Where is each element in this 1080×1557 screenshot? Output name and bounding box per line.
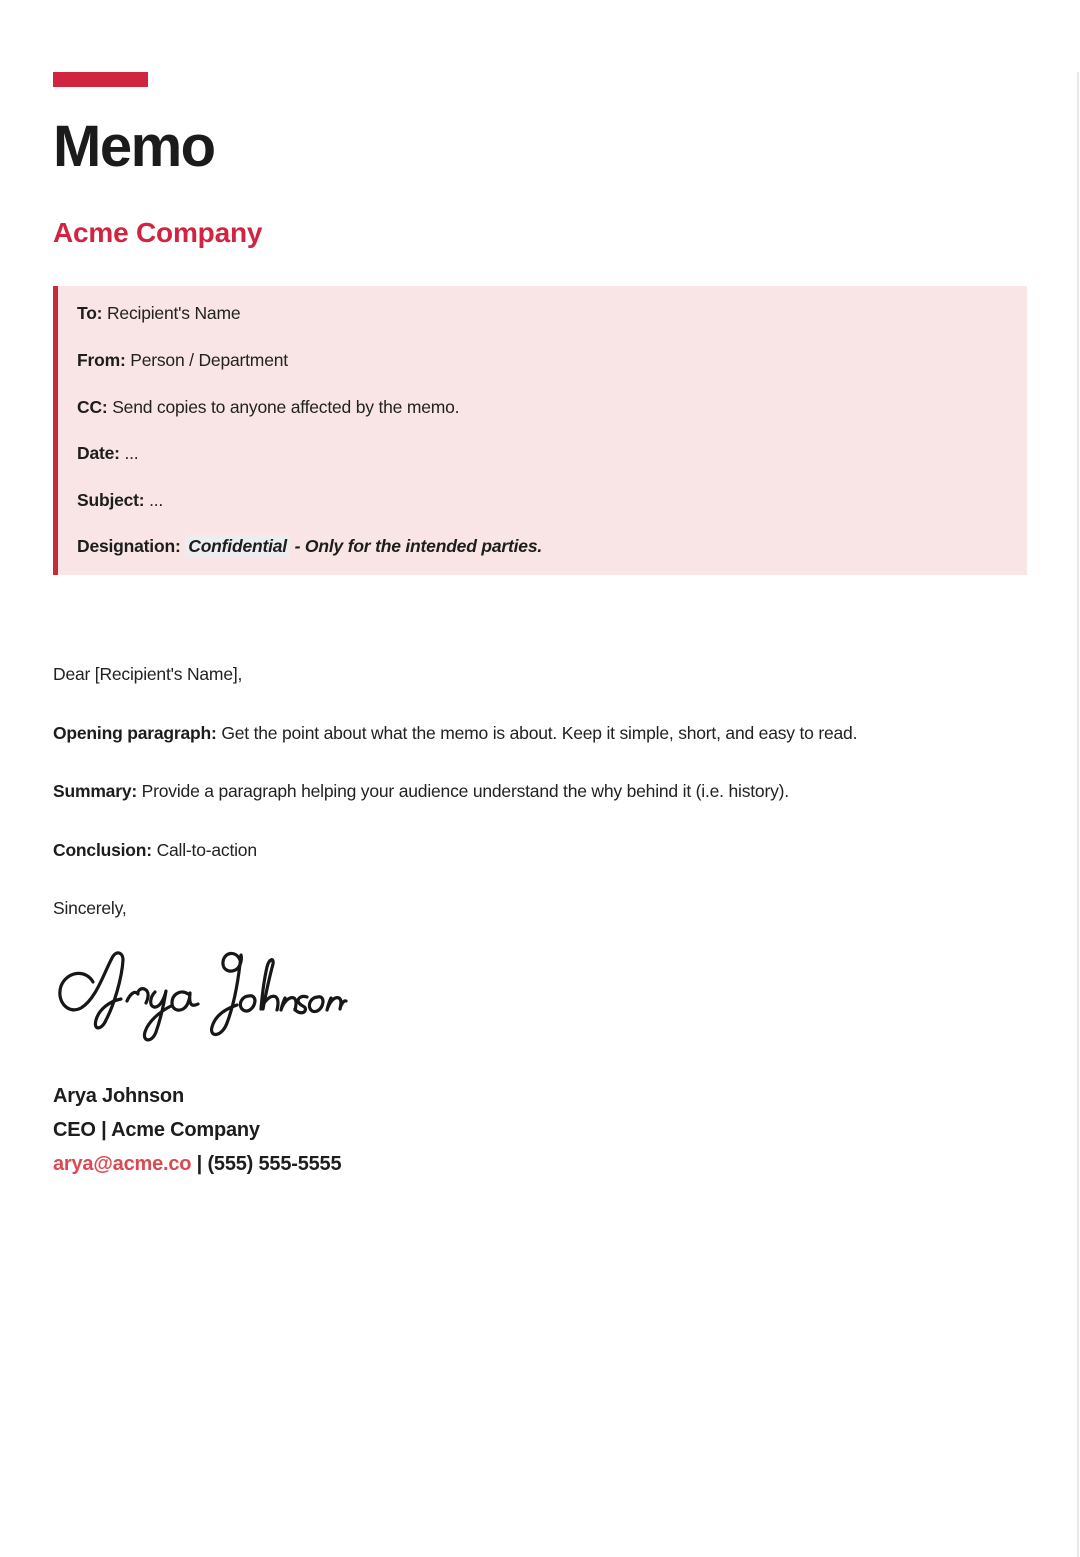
- page-title: Memo: [53, 114, 215, 179]
- salutation: Dear [Recipient's Name],: [53, 663, 243, 684]
- email-link[interactable]: arya@acme.co: [53, 1152, 192, 1175]
- field-designation-value: [185, 535, 542, 557]
- sender-contact: [53, 1147, 1027, 1181]
- field-from-label: From:: [77, 349, 126, 370]
- confidential-highlight: Confidential: [185, 535, 290, 557]
- paragraph-conclusion-text: Call-to-action: [156, 839, 257, 860]
- signature-block: [53, 1079, 1027, 1181]
- field-date-value: ...: [124, 443, 139, 464]
- accent-bar: [53, 72, 148, 87]
- field-from: [77, 349, 1003, 373]
- paragraph-opening: [53, 722, 1027, 746]
- phone-number: (555) 555-5555: [207, 1152, 342, 1175]
- field-from-value: Person / Department: [130, 349, 288, 370]
- page-edge-line: [1077, 72, 1079, 1557]
- field-designation-label: Designation:: [77, 536, 181, 557]
- field-to: [77, 302, 1003, 326]
- paragraph-summary: [53, 780, 1027, 804]
- field-to-value: Recipient's Name: [106, 303, 241, 324]
- memo-fields-box: [53, 286, 1027, 575]
- paragraph-conclusion-label: Conclusion:: [53, 839, 152, 860]
- signature-image: [53, 945, 348, 1045]
- field-cc: [77, 396, 1003, 420]
- field-date-label: Date:: [77, 443, 120, 464]
- field-to-label: To:: [77, 303, 103, 324]
- memo-body: [53, 663, 1027, 921]
- paragraph-summary-label: Summary:: [53, 781, 137, 802]
- field-subject: [77, 489, 1003, 513]
- paragraph-conclusion: [53, 839, 1027, 863]
- field-date: [77, 442, 1003, 466]
- field-subject-label: Subject:: [77, 489, 145, 510]
- company-name: Acme Company: [53, 216, 263, 248]
- field-subject-value: ...: [149, 489, 164, 510]
- field-designation: [77, 535, 1003, 559]
- field-cc-value: Send copies to anyone affected by the memo.: [112, 396, 460, 417]
- contact-separator: |: [196, 1152, 203, 1175]
- paragraph-summary-text: Provide a paragraph helping your audience understand the why behind it (i.e. history).: [141, 781, 789, 802]
- sender-name: Arya Johnson: [53, 1084, 184, 1107]
- sender-role: CEO | Acme Company: [53, 1118, 260, 1141]
- field-designation-rest: - Only for the intended parties.: [294, 536, 543, 557]
- memo-document: [0, 72, 1080, 1181]
- paragraph-opening-text: Get the point about what the memo is about. Keep it simple, short, and easy to read.: [221, 722, 858, 743]
- paragraph-opening-label: Opening paragraph:: [53, 722, 217, 743]
- signature-svg: [53, 945, 348, 1045]
- field-cc-label: CC:: [77, 396, 108, 417]
- closing: Sincerely,: [53, 898, 127, 919]
